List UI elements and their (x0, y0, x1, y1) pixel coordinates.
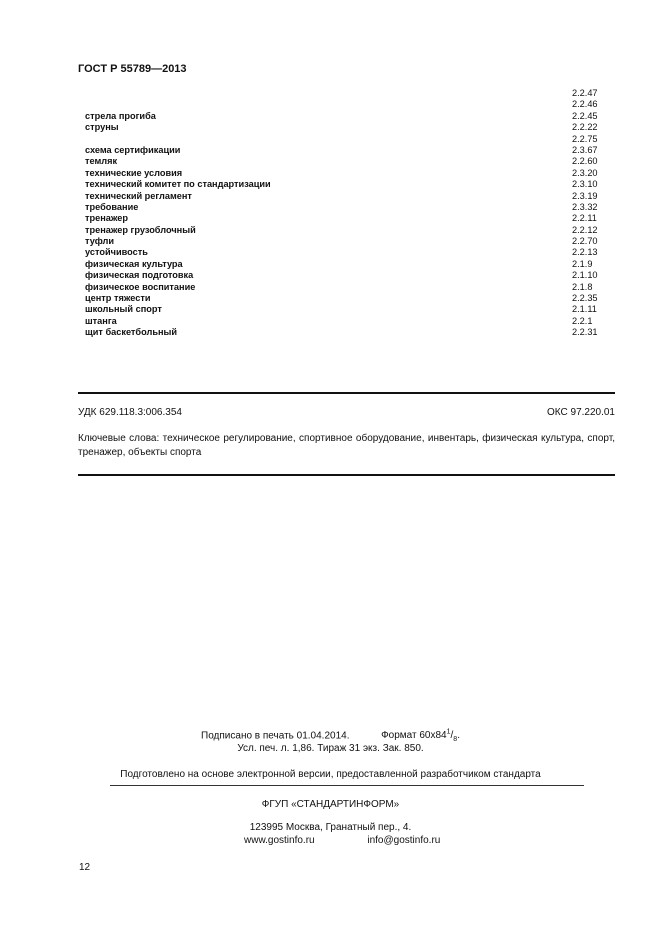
index-ref: 2.3.67 (572, 144, 598, 155)
index-ref: 2.3.32 (572, 201, 598, 212)
standard-code: ГОСТ Р 55789—2013 (78, 63, 187, 75)
index-term: струны (85, 122, 119, 133)
index-row (85, 145, 601, 156)
signed-date: Подписано в печать 01.04.2014. (201, 730, 350, 742)
index-ref: 2.3.20 (572, 167, 598, 178)
index-term: центр тяжести (85, 293, 151, 304)
term-index-list (85, 88, 601, 339)
index-row (85, 156, 601, 167)
publisher-name: ФГУП «СТАНДАРТИНФОРМ» (261, 799, 400, 810)
index-row (85, 270, 601, 281)
index-row (85, 179, 601, 190)
udk-code: УДК 629.118.3:006.354 (78, 407, 182, 418)
index-row (85, 99, 601, 110)
index-ref: 2.2.13 (572, 247, 598, 258)
publisher-address: 123995 Москва, Гранатный пер., 4. (249, 822, 412, 833)
index-term: тренажер грузоблочный (85, 224, 196, 235)
index-ref: 2.2.45 (572, 110, 598, 121)
index-term: темляк (85, 156, 118, 167)
index-row (85, 327, 601, 338)
index-ref: 2.2.1 (572, 315, 593, 326)
index-term: физическая культура (85, 258, 183, 269)
oks-code: ОКС 97.220.01 (547, 407, 615, 418)
index-ref: 2.2.70 (572, 236, 598, 247)
index-term: технический комитет по стандартизации (85, 179, 271, 190)
index-ref: 2.2.35 (572, 293, 598, 304)
imprint-divider (110, 785, 584, 786)
paper-format: Формат $60x84^1/_8$. (381, 729, 460, 744)
index-term: технический регламент (85, 190, 192, 201)
index-term: штанга (85, 315, 117, 326)
imprint-signed-line (0, 729, 661, 743)
email-link[interactable]: info@gostinfo.ru (367, 835, 441, 846)
index-ref: 2.2.75 (572, 133, 598, 144)
index-term: требование (85, 201, 139, 212)
index-row (85, 202, 601, 213)
index-ref: 2.2.47 (572, 88, 598, 98)
keywords-text: Ключевые слова: техническое регулирование, спортивное оборудование, инвентарь, физическая культура, спорт, тренажер, объекты спорта (78, 433, 615, 458)
index-term: тренажер (85, 213, 128, 224)
index-row (85, 293, 601, 304)
index-row (85, 304, 601, 315)
index-row (85, 168, 601, 179)
index-ref: 2.2.22 (572, 122, 598, 133)
index-ref: 2.1.10 (572, 270, 598, 281)
index-row (85, 134, 601, 145)
page-number: 12 (79, 862, 91, 873)
index-ref: 2.2.12 (572, 224, 598, 235)
index-ref: 2.1.9 (572, 258, 593, 269)
index-term: физическая подготовка (85, 270, 194, 281)
index-ref: 2.2.46 (572, 99, 598, 110)
index-row (85, 88, 601, 99)
index-ref: 2.2.11 (572, 213, 597, 224)
index-row (85, 122, 601, 133)
index-term: физическое воспитание (85, 281, 196, 292)
index-row (85, 213, 601, 224)
index-term: стрела прогиба (85, 110, 156, 121)
index-row (85, 225, 601, 236)
index-row (85, 191, 601, 202)
index-term: технические условия (85, 167, 183, 178)
index-term: туфли (85, 236, 115, 247)
index-ref: 2.3.19 (572, 190, 598, 201)
index-ref: 2.3.10 (572, 179, 598, 190)
index-term: школьный спорт (85, 304, 162, 315)
index-ref: 2.1.11 (572, 304, 597, 315)
index-ref: 2.1.8 (572, 281, 593, 292)
index-row (85, 111, 601, 122)
divider-bottom (78, 474, 615, 476)
divider-top (78, 392, 615, 394)
website-link[interactable]: www.gostinfo.ru (244, 835, 315, 846)
index-ref: 2.2.60 (572, 156, 598, 167)
index-row (85, 236, 601, 247)
index-row (85, 282, 601, 293)
print-info: Усл. печ. л. 1,86. Тираж 31 экз. Зак. 850. (237, 743, 424, 754)
index-term: схема сертификации (85, 144, 181, 155)
index-row (85, 247, 601, 258)
publisher-contacts (244, 835, 440, 846)
index-term: щит баскетбольный (85, 327, 178, 338)
index-row (85, 259, 601, 270)
index-row (85, 316, 601, 327)
prepared-note: Подготовлено на основе электронной версии, предоставленной разработчиком стандарта (120, 769, 541, 780)
index-ref: 2.2.31 (572, 327, 598, 338)
index-term: устойчивость (85, 247, 148, 258)
